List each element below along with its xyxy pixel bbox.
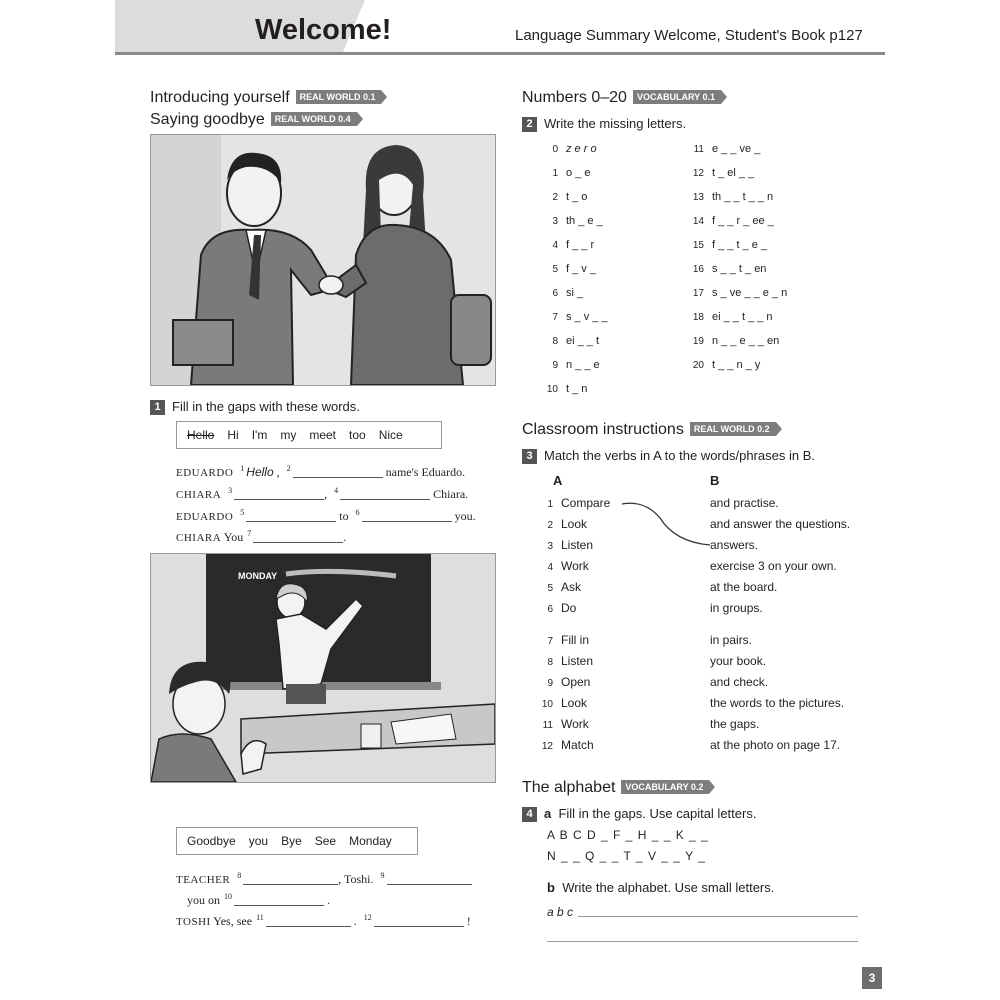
number-item — [536, 383, 587, 395]
match-b-item: at the photo on page 17. — [710, 738, 841, 752]
number-label: 0 — [552, 144, 558, 155]
goodbye-word-box — [176, 827, 418, 855]
word-box-item: I'm — [251, 428, 268, 442]
word-box-item: Goodbye — [187, 834, 236, 848]
match-a-number: 10 — [541, 699, 553, 710]
dialogue-line: CHIARA You $^7$ . — [176, 529, 347, 544]
match-a-number: 9 — [547, 678, 553, 689]
number-label: 8 — [552, 336, 558, 347]
number-item — [536, 287, 583, 299]
word-box-item: Hello — [187, 428, 215, 442]
number-label: 17 — [692, 288, 704, 299]
number-word: t _ _ n _ y — [712, 359, 761, 371]
number-label: 19 — [692, 336, 704, 347]
ex3-instruction: 3 Match the verbs in A to the words/phrases in B. — [522, 448, 815, 464]
match-a-number: 11 — [542, 720, 553, 731]
number-label: 13 — [692, 192, 704, 203]
number-item — [536, 335, 599, 347]
match-a-verb: Listen — [561, 538, 594, 552]
match-b-item: at the board. — [710, 580, 778, 594]
match-a-item — [531, 717, 589, 731]
match-b-item: the gaps. — [710, 717, 760, 731]
number-word: n _ _ e — [566, 359, 600, 371]
alphabet-answer-line-2[interactable] — [547, 941, 858, 942]
match-a-item — [531, 738, 594, 752]
word-box-item: too — [349, 428, 366, 442]
number-item — [682, 215, 774, 227]
match-b-item: in pairs. — [710, 633, 753, 647]
ex4b-instruction: b Write the alphabet. Use small letters. — [547, 880, 775, 895]
number-label: 1 — [552, 168, 558, 179]
number-item — [682, 335, 779, 347]
word-box-item: you — [248, 834, 269, 848]
number-label: 2 — [552, 192, 558, 203]
match-a-item — [531, 633, 589, 647]
number-word: ei _ _ t — [566, 335, 600, 347]
number-item — [536, 311, 608, 323]
heading-alphabet: The alphabet VOCABULARY 0.2 — [522, 779, 709, 797]
word-box-item: Hi — [227, 428, 239, 442]
match-a-number: 8 — [547, 657, 553, 668]
gap-line[interactable] — [266, 914, 351, 927]
heading-numbers: Numbers 0–20 VOCABULARY 0.1 — [522, 89, 721, 107]
number-item — [682, 191, 773, 203]
number-item — [536, 191, 587, 203]
match-a-number: 6 — [547, 604, 553, 615]
heading-classroom: Classroom instructions REAL WORLD 0.2 — [522, 421, 776, 439]
alphabet-start: a b c — [547, 905, 574, 919]
number-word: t _ o — [566, 191, 588, 203]
alphabet-row-2: N _ _ Q _ _ T _ V _ _ Y _ — [547, 849, 706, 863]
match-b-item: in groups. — [710, 601, 763, 615]
word-box-item: Nice — [378, 428, 403, 442]
word-box-item: See — [314, 834, 337, 848]
number-label: 15 — [692, 240, 704, 251]
number-item — [682, 167, 754, 179]
match-a-verb: Fill in — [561, 633, 590, 647]
word-box-item: meet — [309, 428, 337, 442]
match-a-item — [531, 496, 610, 510]
match-b-item: your book. — [710, 654, 767, 668]
match-a-verb: Work — [561, 717, 589, 731]
dialogue-line: TEACHER $^8$ , Toshi. $^9$ — [176, 871, 472, 887]
match-a-number: 5 — [547, 583, 553, 594]
tag-real-world-04: REAL WORLD 0.4 — [271, 112, 357, 126]
gap-line[interactable] — [340, 487, 430, 500]
match-a-item — [531, 654, 593, 668]
ex4a-instruction: 4 a Fill in the gaps. Use capital letters. — [522, 806, 756, 822]
match-a-verb: Do — [561, 601, 577, 615]
ex1-word-box — [176, 421, 442, 449]
match-a-number: 2 — [547, 520, 553, 531]
number-word: th _ _ t _ _ n — [712, 191, 774, 203]
match-b-item: the words to the pictures. — [710, 696, 845, 710]
match-b-item: and practise. — [710, 496, 779, 510]
tag-vocabulary-01: VOCABULARY 0.1 — [633, 90, 721, 104]
classroom-illustration — [150, 553, 496, 783]
number-item — [682, 311, 773, 323]
number-word: s _ _ t _ en — [712, 263, 767, 275]
match-b-item: exercise 3 on your own. — [710, 559, 837, 573]
dialogue-line: EDUARDO $^5$ to $^6$ you. — [176, 508, 476, 523]
number-word: f _ v _ — [566, 263, 596, 275]
number-word: f _ _ t _ e _ — [712, 239, 768, 251]
match-a-item — [531, 538, 593, 552]
match-a-item — [531, 559, 589, 573]
number-word: th _ e _ — [566, 215, 603, 227]
number-label: 7 — [552, 312, 558, 323]
match-a-item — [531, 517, 587, 531]
dialogue-line: EDUARDO $^1$ Hello , $^2$ name's Eduardo. — [176, 464, 466, 479]
number-label: 11 — [693, 144, 704, 155]
ex1-instruction: 1 Fill in the gaps with these words. — [150, 399, 360, 415]
number-item — [536, 239, 594, 251]
gap-line[interactable] — [234, 487, 324, 500]
word-box-item: Bye — [281, 834, 302, 848]
column-b-heading: B — [710, 473, 720, 488]
gap-line[interactable] — [253, 530, 343, 543]
match-a-verb: Ask — [561, 580, 582, 594]
page-title: Welcome! — [255, 14, 392, 46]
match-b-item: and answer the questions. — [710, 517, 851, 531]
number-word: t _ el _ _ — [712, 167, 755, 179]
alphabet-row-1: A B C D _ F _ H _ _ K _ _ — [547, 828, 709, 842]
ex3-number: 3 — [522, 449, 537, 464]
match-a-verb: Open — [561, 675, 591, 689]
match-a-verb: Look — [561, 517, 588, 531]
match-a-number: 7 — [547, 636, 553, 647]
board-text: MONDAY — [238, 571, 278, 581]
number-word: t _ n — [566, 383, 588, 395]
number-word: s _ ve _ _ e _ n — [712, 287, 788, 299]
gap-line[interactable] — [362, 509, 452, 522]
alphabet-answer-line-1[interactable] — [578, 916, 858, 917]
heading-introducing: Introducing yourself REAL WORLD 0.1 — [150, 89, 381, 107]
match-a-verb: Look — [561, 696, 588, 710]
ex1-number: 1 — [150, 400, 165, 415]
number-label: 14 — [692, 216, 704, 227]
gap-line[interactable] — [234, 893, 324, 906]
gap-line[interactable] — [293, 465, 383, 478]
number-word: e _ _ ve _ — [712, 143, 761, 155]
tag-real-world-01: REAL WORLD 0.1 — [296, 90, 382, 104]
number-label: 18 — [692, 312, 704, 323]
number-item — [682, 287, 787, 299]
number-label: 3 — [552, 216, 558, 227]
number-item — [682, 143, 760, 155]
match-a-number: 3 — [547, 541, 553, 552]
number-word: f _ _ r _ ee _ — [712, 215, 774, 227]
gap-line[interactable] — [246, 509, 336, 522]
number-word: f _ _ r — [566, 239, 595, 251]
word-box-item: my — [280, 428, 297, 442]
match-b-item: answers. — [710, 538, 759, 552]
ex2-instruction: 2 Write the missing letters. — [522, 116, 686, 132]
match-a-verb: Compare — [561, 496, 611, 510]
page-subtitle: Language Summary Welcome, Student's Book p127 — [515, 27, 863, 44]
number-item — [536, 263, 596, 275]
number-label: 9 — [552, 360, 558, 371]
number-word: si _ — [566, 287, 584, 299]
column-a-heading: A — [553, 473, 563, 488]
number-label: 16 — [692, 264, 704, 275]
number-label: 5 — [552, 264, 558, 275]
match-a-verb: Listen — [561, 654, 594, 668]
number-label: 12 — [692, 168, 704, 179]
gap-line[interactable] — [387, 872, 472, 885]
match-a-item — [531, 675, 590, 689]
number-word: ei _ _ t _ _ n — [712, 311, 773, 323]
gap-line[interactable] — [243, 872, 338, 885]
number-item — [682, 263, 766, 275]
heading-goodbye: Saying goodbye REAL WORLD 0.4 — [150, 111, 357, 129]
number-item — [536, 215, 603, 227]
match-a-number: 12 — [541, 741, 553, 752]
dialogue-line: CHIARA $^3$ , $^4$ Chiara. — [176, 486, 469, 501]
match-a-verb: Match — [561, 738, 594, 752]
number-label: 10 — [546, 384, 558, 395]
number-item — [536, 167, 590, 179]
match-a-number: 4 — [547, 562, 553, 573]
number-item — [536, 143, 597, 155]
number-word: z e r o — [566, 143, 597, 155]
number-label: 4 — [552, 240, 558, 251]
gap-answer: Hello — [246, 465, 274, 479]
word-box-item: Monday — [349, 834, 392, 848]
number-word: n _ _ e _ _ en — [712, 335, 780, 347]
handshake-illustration — [150, 134, 496, 386]
match-a-verb: Work — [561, 559, 589, 573]
number-label: 20 — [692, 360, 704, 371]
ex4-number: 4 — [522, 807, 537, 822]
match-a-number: 1 — [547, 499, 553, 510]
dialogue-line: you on $^{10}$ . — [187, 892, 330, 907]
number-word: s _ v _ _ — [566, 311, 608, 323]
gap-line[interactable] — [374, 914, 464, 927]
number-item — [682, 239, 767, 251]
number-item — [682, 359, 760, 371]
dialogue-line: TOSHI Yes, see $^{11}$ . $^{12}$ ! — [176, 913, 471, 928]
match-a-item — [531, 696, 587, 710]
tag-real-world-02: REAL WORLD 0.2 — [690, 422, 776, 436]
match-connector-line — [620, 500, 715, 550]
number-item — [536, 359, 600, 371]
number-word: o _ e — [566, 167, 591, 179]
match-b-item: and check. — [710, 675, 769, 689]
match-a-item — [531, 601, 576, 615]
page-number: 3 — [862, 967, 882, 989]
ex2-number: 2 — [522, 117, 537, 132]
match-a-item — [531, 580, 581, 594]
number-label: 6 — [552, 288, 558, 299]
tag-vocabulary-02: VOCABULARY 0.2 — [621, 780, 709, 794]
